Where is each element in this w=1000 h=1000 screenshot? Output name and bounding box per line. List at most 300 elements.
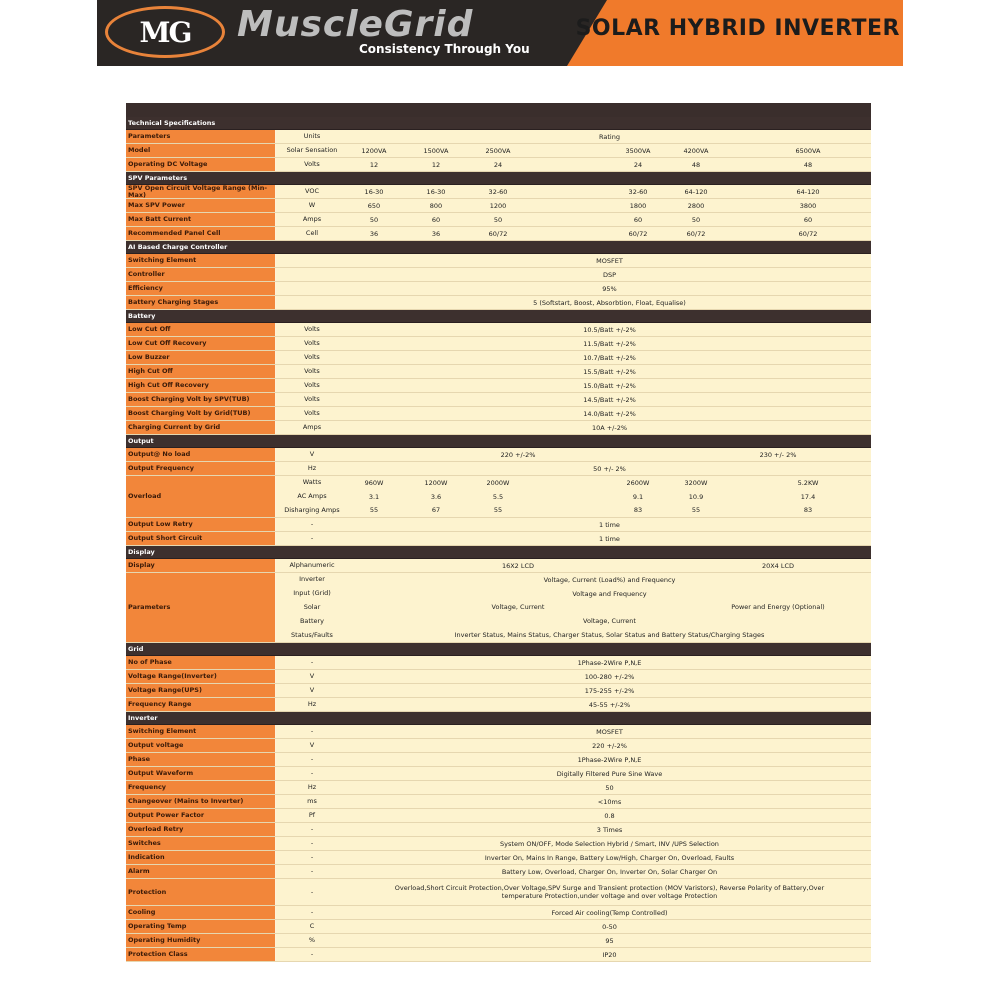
spec-table [126,117,871,962]
spec-label: Controller [126,268,276,281]
spec-value [348,268,871,281]
spec-unit: Volts [276,158,348,171]
spec-value: 3500VA [625,146,651,155]
spec-value: 2500VA [485,146,511,155]
spec-value [348,254,871,267]
spec-values [348,532,871,545]
spec-subrow [276,490,871,504]
spec-unit: Volts [276,393,348,406]
spec-value: 220 +/-2% [500,450,536,459]
spec-unit: - [276,865,348,878]
spec-value-text: 5 (Softstart, Boost, Absorbtion, Float, Equalise) [533,298,686,307]
spec-value [348,462,871,475]
spec-unit: V [276,739,348,752]
spec-value: 3.1 [368,492,380,501]
spec-unit: Solar [276,601,348,615]
spec-unit: - [276,948,348,961]
spec-value: 17.4 [800,492,816,501]
spec-value: 67 [431,506,441,515]
spec-value-text: 14.5/Batt +/-2% [583,395,636,404]
spec-subrows [276,573,871,642]
spec-row [126,199,871,213]
spec-unit: - [276,823,348,836]
spec-unit: Cell [276,227,348,240]
spec-value: 64-120 [796,187,820,196]
spec-unit [276,268,348,281]
spec-value-text: 95% [602,284,617,293]
spec-value: 2000W [486,478,510,487]
spec-value [348,337,871,350]
spec-value: 48 [803,160,813,169]
spec-value-text: 1 time [599,520,620,529]
spec-label: Boost Charging Volt by SPV(TUB) [126,393,276,406]
spec-row [126,670,871,684]
spec-value: 36 [369,229,379,238]
spec-values [348,837,871,850]
spec-row [126,448,871,462]
spec-value [348,851,871,864]
spec-unit: - [276,879,348,905]
spec-value-text: 1Phase-2Wire P,N,E [577,755,642,764]
spec-values [348,365,871,378]
spec-value: 64-120 [684,187,708,196]
spec-values [348,879,871,905]
spec-value: 36 [431,229,441,238]
spec-value [348,628,871,642]
spec-unit: Volts [276,323,348,336]
spec-row [126,920,871,934]
spec-row [126,393,871,407]
spec-unit: Solar Sensation [276,144,348,157]
brand-name: MuscleGrid [237,4,474,45]
spec-row [126,656,871,670]
spec-row [126,296,871,310]
spec-value: 1800 [629,201,647,210]
spec-label: Frequency [126,781,276,794]
spec-unit: Amps [276,213,348,226]
spec-row [126,906,871,920]
spec-values [348,503,871,517]
spec-values [348,809,871,822]
spec-value: 50 [369,215,379,224]
spec-values [348,199,871,212]
spec-label: Output Power Factor [126,809,276,822]
spec-value [348,379,871,392]
spec-value: 20X4 LCD [761,561,795,570]
spec-value [348,365,871,378]
spec-unit: Inverter [276,573,348,587]
spec-value: 230 +/- 2% [759,450,797,459]
spec-label: Overload Retry [126,823,276,836]
spec-row [126,518,871,532]
spec-value: 16-30 [426,187,446,196]
spec-values [348,490,871,504]
spec-unit: - [276,725,348,738]
spec-value-text: 0-50 [602,922,617,931]
spec-value: 24 [493,160,503,169]
spec-values [348,227,871,240]
spec-value: 16-30 [364,187,384,196]
spec-sheet [126,103,871,993]
spec-value [348,532,871,545]
spec-value: 9.1 [632,492,644,501]
spec-value [348,753,871,766]
spec-value: 2600W [626,478,650,487]
spec-label: Output@ No load [126,448,276,461]
spec-subrow [276,503,871,517]
spec-unit [276,282,348,295]
section-header: Battery [126,310,871,323]
spec-row [126,851,871,865]
spec-values [348,448,871,461]
spec-value: 3800 [799,201,817,210]
spec-values [348,628,871,642]
spec-values [348,948,871,961]
spec-row [126,948,871,962]
spec-value: 83 [803,506,813,515]
spec-values [348,379,871,392]
spec-value [348,837,871,850]
spec-value [348,614,871,628]
spec-label: Output Short Circuit [126,532,276,545]
spec-unit: Volts [276,351,348,364]
spec-values [348,656,871,669]
spec-value: Voltage, Current [491,603,545,612]
spec-row [126,865,871,879]
spec-label: Boost Charging Volt by Grid(TUB) [126,407,276,420]
spec-unit: Alphanumeric [276,559,348,572]
spec-unit: Volts [276,407,348,420]
spec-label: Low Cut Off [126,323,276,336]
spec-unit: Status/Faults [276,628,348,642]
spec-value-text: 220 +/-2% [592,741,627,750]
spec-label: Output Low Retry [126,518,276,531]
spec-value: 800 [429,201,443,210]
spec-value [348,865,871,878]
section-header: Inverter [126,712,871,725]
spec-value: 50 [691,215,701,224]
spec-value: 4200VA [683,146,709,155]
spec-value-text: 1 time [599,534,620,543]
spec-values [348,739,871,752]
spec-value: 55 [369,506,379,515]
spec-value: 1200VA [361,146,387,155]
header-banner [97,0,903,66]
spec-row [126,684,871,698]
spec-value: 60/72 [488,229,508,238]
spec-value: 2800 [687,201,705,210]
spec-value [348,879,871,905]
spec-label: Indication [126,851,276,864]
spec-row [126,934,871,948]
spec-value [348,739,871,752]
spec-unit: - [276,851,348,864]
spec-value: 50 [493,215,503,224]
spec-value: 55 [493,506,503,515]
spec-value: 16X2 LCD [501,561,535,570]
spec-row [126,407,871,421]
spec-unit: Battery [276,614,348,628]
spec-values [348,795,871,808]
spec-row [126,476,871,518]
spec-row [126,365,871,379]
spec-value-text: 50 +/- 2% [593,464,626,473]
spec-label: Switches [126,837,276,850]
spec-values [348,906,871,919]
spec-values [348,337,871,350]
spec-row [126,532,871,546]
spec-row [126,158,871,172]
spec-label: Operating DC Voltage [126,158,276,171]
spec-row [126,739,871,753]
spec-label: Alarm [126,865,276,878]
spec-value [348,823,871,836]
spec-value: 5.2KW [797,478,819,487]
spec-value: 5.5 [492,492,504,501]
spec-value: Power and Energy (Optional) [731,603,825,612]
spec-value [348,323,871,336]
spec-value: 6500VA [795,146,821,155]
spec-value-text: Rating [599,132,620,141]
spec-values [348,573,871,587]
spec-values [348,781,871,794]
spec-value-text: 10.5/Batt +/-2% [583,325,636,334]
spec-label: Output Waveform [126,767,276,780]
spec-values [348,934,871,947]
spec-unit: - [276,753,348,766]
spec-unit: AC Amps [276,490,348,504]
spec-values [348,865,871,878]
spec-label: Efficiency [126,282,276,295]
spec-values [348,130,871,143]
spec-value-text: 1Phase-2Wire P,N,E [577,658,642,667]
spec-value [348,670,871,683]
spec-unit: - [276,767,348,780]
spec-values [348,282,871,295]
spec-label: Display [126,559,276,572]
spec-value [348,684,871,697]
spec-value-text: 15.0/Batt +/-2% [583,381,636,390]
spec-value [348,725,871,738]
spec-value: 3.6 [430,492,442,501]
spec-values [348,421,871,434]
spec-values [348,601,871,615]
spec-label: Switching Element [126,254,276,267]
logo-mark: MG [139,15,191,49]
spec-value: 60/72 [798,229,818,238]
spec-subrow [276,476,871,490]
spec-label: No of Phase [126,656,276,669]
spec-value [348,698,871,711]
spec-row [126,351,871,365]
spec-values [348,393,871,406]
spec-values [348,213,871,226]
spec-values [348,670,871,683]
spec-value [348,920,871,933]
spec-values [348,351,871,364]
spec-subrow [276,601,871,615]
spec-value: 60 [431,215,441,224]
spec-unit: Input (Grid) [276,587,348,601]
spec-value-text: MOSFET [596,727,623,736]
spec-label: Operating Temp [126,920,276,933]
section-header: AI Based Charge Controller [126,241,871,254]
spec-unit: Pf [276,809,348,822]
spec-value-text: 50 [605,783,614,792]
spec-subrow [276,628,871,642]
spec-values [348,185,871,198]
spec-value: 1200 [489,201,507,210]
spec-values [348,587,871,601]
spec-values [348,725,871,738]
spec-row [126,185,871,199]
spec-label: Protection Class [126,948,276,961]
spec-value [348,421,871,434]
spec-row [126,130,871,144]
spec-unit: Disharging Amps [276,503,348,517]
spec-row [126,323,871,337]
spec-label: Voltage Range(Inverter) [126,670,276,683]
spec-row [126,698,871,712]
spec-value [348,934,871,947]
spec-value [348,407,871,420]
spec-unit: - [276,532,348,545]
spec-unit: Watts [276,476,348,490]
spec-label: Protection [126,879,276,905]
spec-value: 32-60 [628,187,648,196]
spec-values [348,296,871,309]
product-title: SOLAR HYBRID INVERTER [575,16,900,41]
spec-unit: Volts [276,379,348,392]
spec-value [348,518,871,531]
spec-value [348,587,871,601]
spec-unit: Volts [276,337,348,350]
spec-value-text: 45-55 +/-2% [588,700,631,709]
spec-value [348,656,871,669]
spec-value: 12 [369,160,379,169]
spec-row [126,268,871,282]
spec-unit [276,296,348,309]
spec-unit: - [276,656,348,669]
spec-subrow [276,573,871,587]
spec-unit: Volts [276,365,348,378]
spec-value-text: Voltage and Frequency [572,589,647,598]
spec-values [348,407,871,420]
spec-unit: Hz [276,698,348,711]
spec-values [348,323,871,336]
spec-values [348,559,871,572]
spec-values [348,268,871,281]
spec-unit: Hz [276,462,348,475]
spec-unit: % [276,934,348,947]
spec-row [126,213,871,227]
spec-label: High Cut Off [126,365,276,378]
spec-values [348,144,871,157]
spec-value-text: 3 Times [596,825,623,834]
spec-value: 12 [431,160,441,169]
spec-value-text: Digitally Filtered Pure Sine Wave [556,769,663,778]
spec-value: 24 [633,160,643,169]
spec-label: Overload [126,476,276,517]
spec-value-text: Voltage, Current (Load%) and Frequency [543,575,676,584]
spec-label: Switching Element [126,725,276,738]
spec-label: Output Frequency [126,462,276,475]
spec-label: Output voltage [126,739,276,752]
spec-unit: ms [276,795,348,808]
spec-values [348,614,871,628]
spec-value: 60/72 [686,229,706,238]
spec-label: Model [126,144,276,157]
spec-label: Frequency Range [126,698,276,711]
spec-value-text: 10.7/Batt +/-2% [583,353,636,362]
spec-value: 55 [691,506,701,515]
spec-unit: - [276,837,348,850]
spec-value: 650 [367,201,381,210]
spec-unit: V [276,684,348,697]
spec-value [348,906,871,919]
spec-value: 83 [633,506,643,515]
section-header: Technical Specifications [126,117,871,130]
spec-value-text: 100-280 +/-2% [584,672,635,681]
spec-row [126,767,871,781]
spec-values [348,518,871,531]
spec-values [348,462,871,475]
spec-row [126,227,871,241]
spec-value-text: 14.0/Batt +/-2% [583,409,636,418]
spec-row [126,421,871,435]
spec-label: Low Cut Off Recovery [126,337,276,350]
spec-value [348,282,871,295]
spec-unit: C [276,920,348,933]
spec-subrow [276,587,871,601]
spec-values [348,753,871,766]
spec-values [348,920,871,933]
spec-value: 1200W [424,478,448,487]
spec-value-text: Forced Air cooling(Temp Controlled) [551,908,668,917]
spec-value: 60/72 [628,229,648,238]
spec-values [348,851,871,864]
spec-value: 3200W [684,478,708,487]
spec-row [126,462,871,476]
spec-unit [276,254,348,267]
spec-row [126,795,871,809]
spec-row [126,823,871,837]
spec-value-text: Battery Low, Overload, Charger On, Inverter On, Solar Charger On [501,867,718,876]
spec-value-text: 11.5/Batt +/-2% [583,339,636,348]
spec-subrow [276,614,871,628]
spec-value-text: 10A +/-2% [591,423,628,432]
brand-logo-icon [105,6,225,58]
spec-value-text: IP20 [602,950,617,959]
spec-row [126,282,871,296]
spec-unit: - [276,906,348,919]
spec-value-text: System ON/OFF, Mode Selection Hybrid / Smart, INV /UPS Selection [500,839,719,848]
spec-value: 32-60 [488,187,508,196]
spec-row [126,837,871,851]
spec-label: Changeover (Mains to Inverter) [126,795,276,808]
spec-row [126,254,871,268]
spec-value [348,130,871,143]
spec-value-text: Overload,Short Circuit Protection,Over Voltage,SPV Surge and Transient protection (MOV Varistors), Reverse Polarity of Battery,Over temperature Protection,under voltage and over voltage Protection [394,884,825,900]
spec-value [348,948,871,961]
spec-label: SPV Open Circuit Voltage Range (Min-Max) [126,185,276,198]
spec-value: 1500VA [423,146,449,155]
spec-value-text: 95 [605,936,614,945]
spec-row [126,879,871,906]
spec-value-text: 0.8 [604,811,615,820]
spec-row [126,809,871,823]
spec-unit: Hz [276,781,348,794]
